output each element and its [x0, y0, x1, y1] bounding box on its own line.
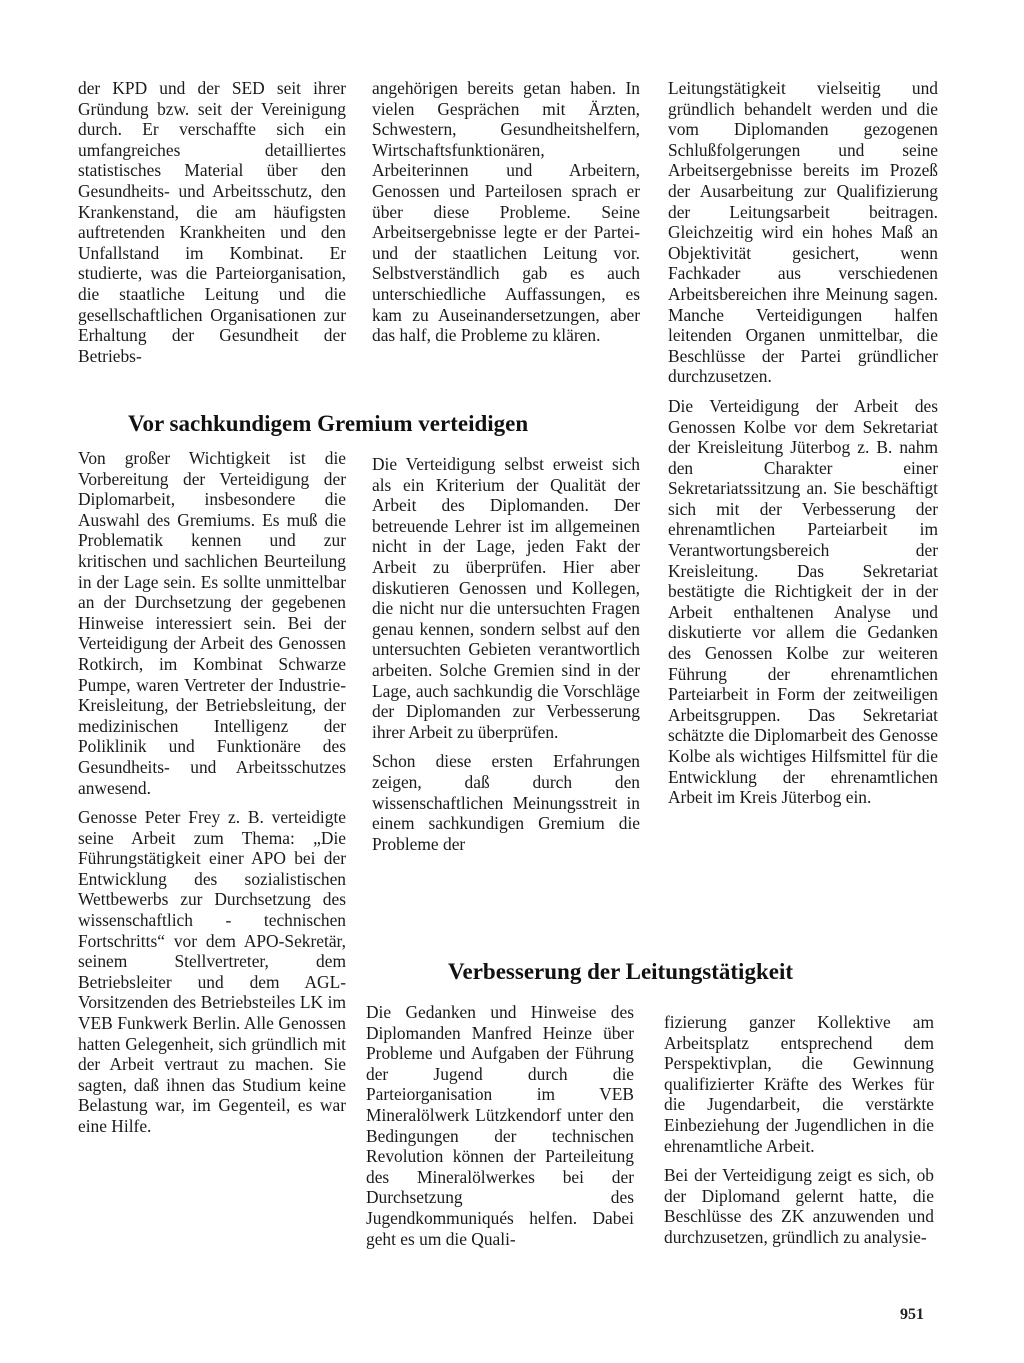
paragraph: Schon diese ersten Erfahrungen zeigen, daß durch den wissenschaftlichen Meinungsstreit in einem sachkundigen Gremium die Probleme der: [372, 751, 640, 854]
paragraph: Die Gedanken und Hinweise des Diplomanden Manfred Heinze über Probleme und Aufgaben der Führung der Jugend durch die Parteiorganisation im VEB Mineralölwerk Lützkendorf unter den Bedingungen der technischen Revolution können der Parteileitung des Mineralölwerkes bei der Durchsetzung des Jugendkommuniqués helfen. Dabei geht es um die Quali-: [366, 1002, 634, 1249]
paragraph: angehörigen bereits getan haben. In vielen Gesprächen mit Ärzten, Schwestern, Gesundheitshelfern, Wirtschaftsfunktionären, Arbeiterinnen und Arbeitern, Genossen und Parteilosen sprach er über diese Probleme. Seine Arbeitsergebnisse legte er der Partei- und der staatlichen Leitung vor. Selbstverständlich gab es auch unterschiedliche Auffassungen, es kam zu Auseinandersetzungen, aber das half, die Probleme zu klären.: [372, 78, 640, 346]
paragraph: Die Verteidigung der Arbeit des Genossen Kolbe vor dem Sekretariat der Kreisleitung Jüterbog z. B. nahm den Charakter einer Sekretariatssitzung an. Sie beschäftigt sich mit der Verbesserung der ehrenamtlichen Parteiarbeit im Verantwortungsbereich der Kreisleitung. Das Sekretariat bestätigte die Richtigkeit der in der Arbeit enthaltenen Analyse und diskutierte vor allem die Gedanken des Genossen Kolbe zur weiteren Führung der ehrenamtlichen Parteiarbeit in Form der zeitweiligen Arbeitsgruppen. Das Sekretariat schätzte die Diplomarbeit des Genosse Kolbe als wichtiges Hilfsmittel für die Entwicklung der ehrenamtlichen Arbeit im Kreis Jüterbog ein.: [668, 395, 938, 808]
paragraph: Genosse Peter Frey z. B. verteidigte seine Arbeit zum Thema: „Die Führungstätigkeit einer APO bei der Entwicklung des sozialistischen Wettbewerbs zur Durchsetzung des wissenschaftlich - technischen Fortschritts“ vor dem APO-Sekretär, seinem Stellvertreter, dem Betriebsleiter und dem AGL-Vorsitzenden des Betriebsteiles LK im VEB Funkwerk Berlin. Alle Genossen hatten Gelegenheit, sich gründlich mit der Arbeit vertraut zu machen. Sie sagten, daß ihnen das Studium keine Belastung war, im Gegenteil, es war eine Hilfe.: [78, 807, 346, 1136]
section3-col3: [664, 1012, 934, 1248]
section1-col2: [372, 78, 640, 346]
section2-col1: [78, 448, 346, 1137]
section-heading-leitungstaetigkeit: Verbesserung der Leitungstätigkeit: [448, 959, 793, 984]
page-number: 951: [900, 1306, 924, 1323]
paragraph: Leitungstätigkeit vielseitig und gründlich behandelt werden und die vom Diplomanden gezogenen Schlußfolgerungen und seine Arbeitsergebnisse bereits im Prozeß der Ausarbeitung zur Qualifizierung der Leitungsarbeit beitragen. Gleichzeitig wird ein hohes Maß an Objektivität gesichert, wenn Fachkader aus verschiedenen Arbeitsbereichen ihre Meinung sagen. Manche Verteidigungen halfen leitenden Organen unmittelbar, die Beschlüsse der Partei gründlicher durchzusetzen.: [668, 78, 938, 387]
section3-col2: [366, 1002, 634, 1249]
section-heading-gremium: Vor sachkundigem Gremium verteidigen: [128, 411, 529, 436]
section2-col2: [372, 454, 640, 854]
section1-col1: [78, 78, 346, 366]
col3-upper: [668, 78, 938, 808]
paragraph: Bei der Verteidigung zeigt es sich, ob der Diplomand gelernt hatte, die Beschlüsse des ZK anzuwenden und durchzusetzen, gründlich zu analysie-: [664, 1165, 934, 1247]
paragraph: der KPD und der SED seit ihrer Gründung bzw. seit der Vereinigung durch. Er verschaffte sich ein umfangreiches detailliertes statistisches Material über den Gesundheits- und Arbeitsschutz, den Krankenstand, die am häufigsten auftretenden Krankheiten und den Unfallstand im Kombinat. Er studierte, was die Parteiorganisation, die staatliche Leitung und die gesellschaftlichen Organisationen zur Erhaltung der Gesundheit der Betriebs-: [78, 78, 346, 366]
paragraph: fizierung ganzer Kollektive am Arbeitsplatz entsprechend dem Perspektivplan, die Gewinnung qualifizierter Kräfte des Werkes für die Jugendarbeit, die verstärkte Einbeziehung der Jugendlichen in die ehrenamtliche Arbeit.: [664, 1012, 934, 1156]
paragraph: Von großer Wichtigkeit ist die Vorbereitung der Verteidigung der Diplomarbeit, insbesondere die Auswahl des Gremiums. Es muß die Problematik kennen und zur kritischen und sachlichen Beurteilung in der Lage sein. Es sollte unmittelbar an der Durchsetzung der gegebenen Hinweise interessiert sein. Bei der Verteidigung der Arbeit des Genossen Rotkirch, im Kombinat Schwarze Pumpe, waren Vertreter der Industrie-Kreisleitung, der Betriebsleitung, der medizinischen Intelligenz der Poliklinik und Funktionäre des Gesundheits- und Arbeitsschutzes anwesend.: [78, 448, 346, 798]
paragraph: Die Verteidigung selbst erweist sich als ein Kriterium der Qualität der Arbeit des Diplomanden. Der betreuende Lehrer ist im allgemeinen nicht in der Lage, jeden Fakt der Arbeit zu überprüfen. Hier aber diskutieren Genossen und Kollegen, die nicht nur die untersuchten Fragen genau kennen, sondern selbst auf den untersuchten Gebieten verantwortlich arbeiten. Solche Gremien sind in der Lage, auch sachkundig die Vorschläge der Diplomanden zur Verbesserung ihrer Arbeit zu überprüfen.: [372, 454, 640, 742]
